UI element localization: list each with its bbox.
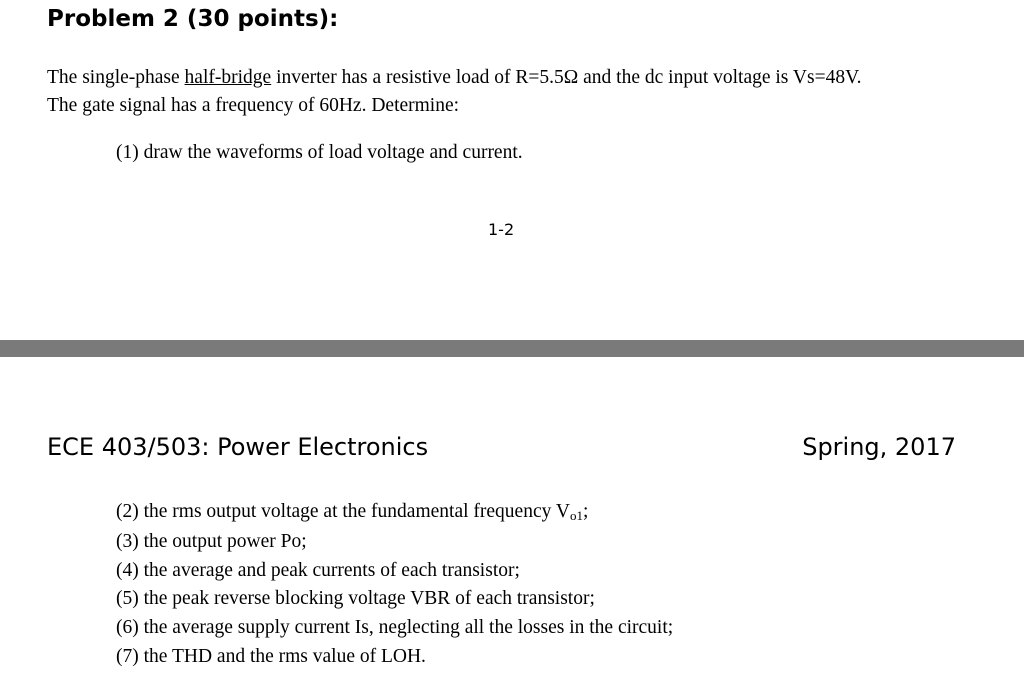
task-item-5: (5) the peak reverse blocking voltage VBR of each transistor; xyxy=(116,588,595,610)
task-item-2-suffix: ; xyxy=(582,501,589,522)
task-item-7: (7) the THD and the rms value of LOH. xyxy=(116,645,426,667)
page-number: 1-2 xyxy=(488,220,515,239)
task-item-2 xyxy=(116,498,673,528)
task-item-6: (6) the average supply current Is, neglecting all the losses in the circuit; xyxy=(116,617,674,639)
task-item-3: (3) the output power Po; xyxy=(116,530,307,552)
problem-statement-line-1 xyxy=(47,64,1007,92)
page-separator xyxy=(0,340,1024,357)
statement-text-start: The single-phase xyxy=(47,67,185,88)
task-list xyxy=(116,498,673,672)
document-page-2 xyxy=(0,357,1024,677)
task-item-2-text: (2) the rms output voltage at the fundamental frequency V xyxy=(116,501,570,522)
task-item-2-subscript: o1 xyxy=(569,508,583,523)
problem-title: Problem 2 (30 points): xyxy=(47,6,339,32)
problem-statement-line-2: The gate signal has a frequency of 60Hz. Determine: xyxy=(47,95,460,116)
half-bridge-term: half-bridge xyxy=(184,67,272,88)
semester-label: Spring, 2017 xyxy=(802,433,956,461)
task-item-4: (4) the average and peak currents of each transistor; xyxy=(116,559,520,581)
problem-statement xyxy=(47,64,1007,120)
statement-text-end: inverter has a resistive load of R=5.5Ω and the dc input voltage is Vs=48V. xyxy=(271,67,862,88)
course-title: ECE 403/503: Power Electronics xyxy=(47,433,429,461)
task-item-1: (1) draw the waveforms of load voltage and current. xyxy=(116,142,523,163)
